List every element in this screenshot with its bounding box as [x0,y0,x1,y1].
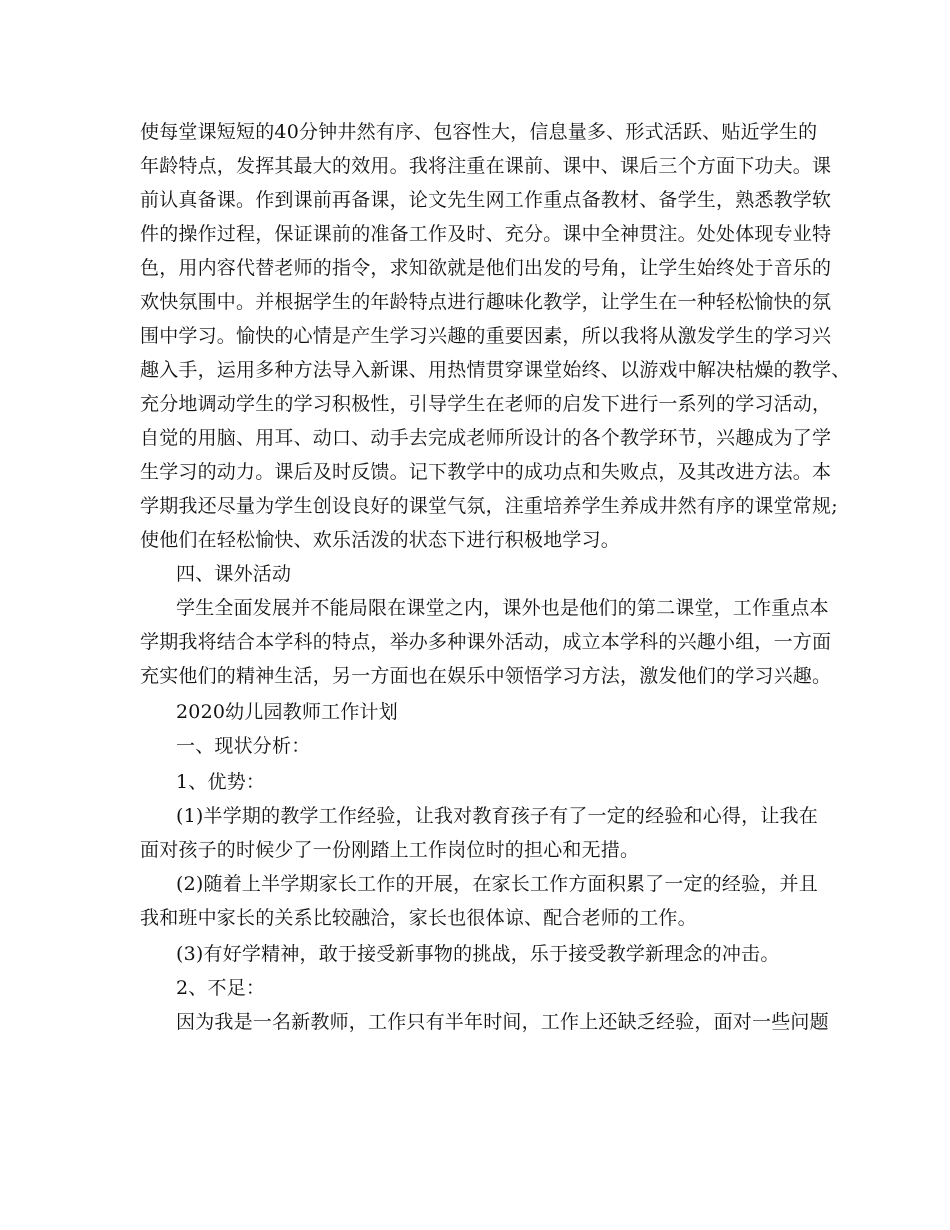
body-text-line: 面对孩子的时候少了一份刚踏上工作岗位时的担心和无措。 [140,839,640,861]
body-text-line: 年龄特点，发挥其最大的效用。我将注重在课前、课中、课后三个方面下功夫。课 [140,155,832,177]
body-text-line: 我和班中家长的关系比较融洽，家长也很体谅、配合老师的工作。 [140,907,697,929]
body-text-line: (1)半学期的教学工作经验，让我对教育孩子有了一定的经验和心得，让我在 [176,805,818,827]
body-text-line: 学生全面发展并不能局限在课堂之内，课外也是他们的第二课堂，工作重点本 [176,597,829,619]
section-heading: 四、课外活动 [176,563,292,585]
body-text-line: (3)有好学精神，敢于接受新事物的挑战，乐于接受教学新理念的冲击。 [176,943,780,965]
body-text-line: (2)随着上半学期家长工作的开展，在家长工作方面积累了一定的经验，并且 [176,873,818,895]
subsection-heading: 1、优势： [176,771,266,793]
body-text-line: 件的操作过程，保证课前的准备工作及时、充分。课中全神贯注。处处体现专业特 [140,223,832,245]
body-text-line: 色，用内容代替老师的指令，求知欲就是他们出发的号角，让学生始终处于音乐的 [140,257,832,279]
body-text-line: 围中学习。愉快的心情是产生学习兴趣的重要因素，所以我将从激发学生的学习兴 [140,325,832,347]
document-title: 2020幼儿园教师工作计划 [176,701,398,723]
body-text-line: 生学习的动力。课后及时反馈。记下教学中的成功点和失败点，及其改进方法。本 [140,461,832,483]
body-text-line: 充实他们的精神生活，另一方面也在娱乐中领悟学习方法，激发他们的学习兴趣。 [140,665,832,687]
body-text-line: 自觉的用脑、用耳、动口、动手去完成老师所设计的各个教学环节，兴趣成为了学 [140,427,832,449]
body-text-line: 学期我还尽量为学生创设良好的课堂气氛，注重培养学生养成井然有序的课堂常规; [140,495,838,517]
section-heading: 一、现状分析： [176,735,311,757]
body-text-line: 前认真备课。作到课前再备课，论文先生网工作重点备教材、备学生，熟悉教学软 [140,189,832,211]
body-text-line: 因为我是一名新教师，工作只有半年时间，工作上还缺乏经验，面对一些问题 [176,1011,829,1033]
subsection-heading: 2、不足： [176,977,266,999]
body-text-line: 学期我将结合本学科的特点，举办多种课外活动，成立本学科的兴趣小组，一方面 [140,631,832,653]
body-text-line: 使每堂课短短的40分钟井然有序、包容性大，信息量多、形式活跃、贴近学生的 [140,121,818,143]
body-text-line: 充分地调动学生的学习积极性，引导学生在老师的启发下进行一系列的学习活动， [140,393,832,415]
body-text-line: 欢快氛围中。并根据学生的年龄特点进行趣味化教学，让学生在一种轻松愉快的氛 [140,291,832,313]
body-text-line: 趣入手，运用多种方法导入新课、用热情贯穿课堂始终、以游戏中解决枯燥的教学、 [140,359,851,381]
body-text-line: 使他们在轻松愉快、欢乐活泼的状态下进行积极地学习。 [140,529,621,551]
